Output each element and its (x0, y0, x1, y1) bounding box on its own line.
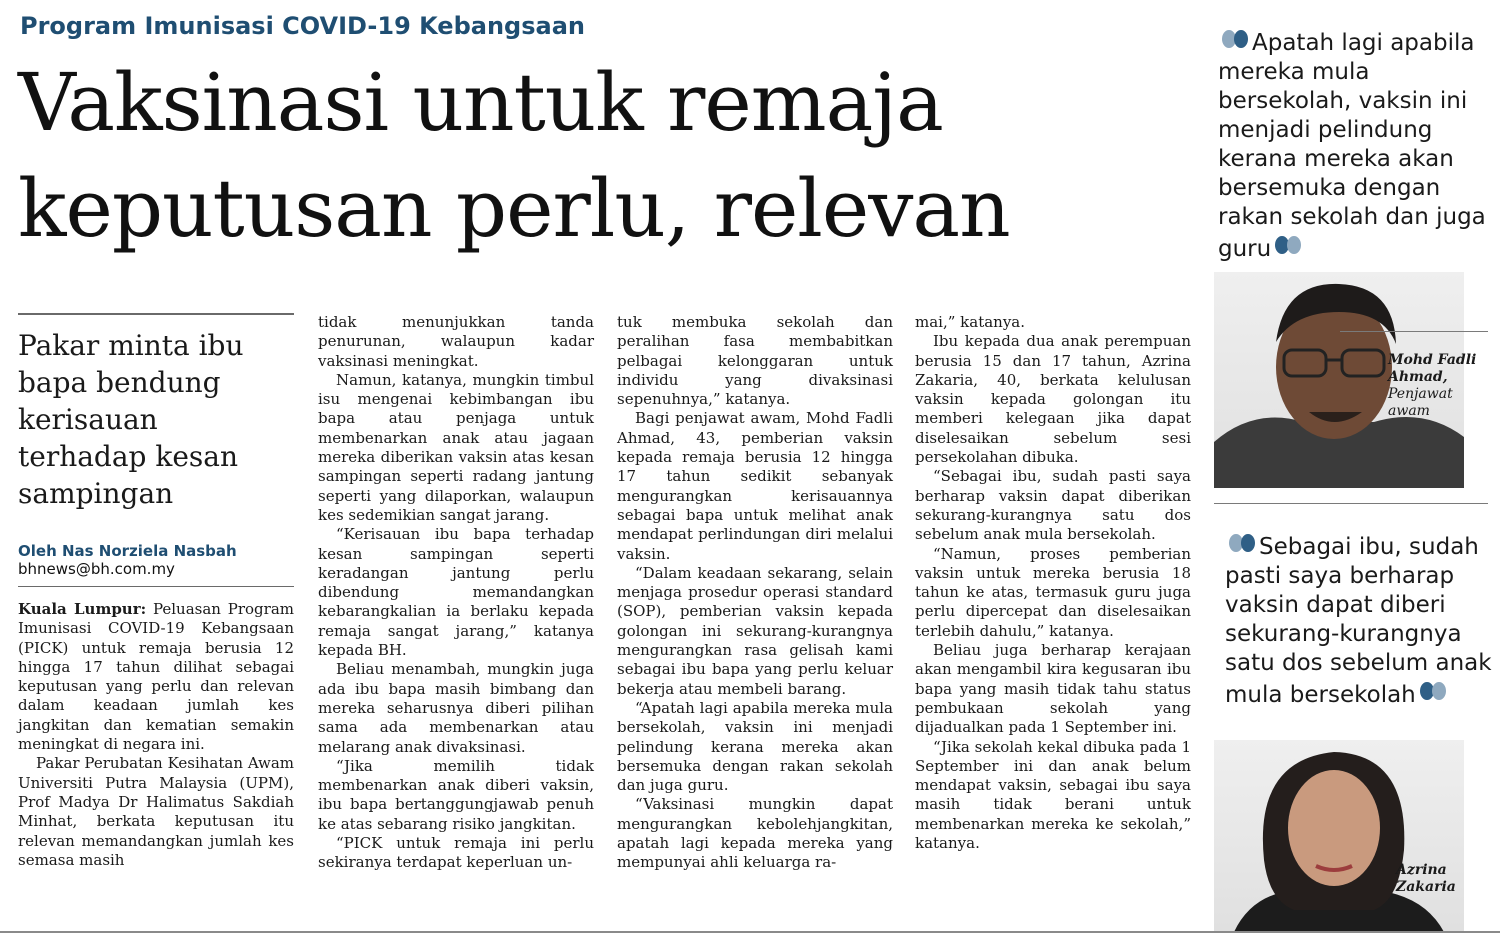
article-paragraph: Beliau menambah, mungkin juga ada ibu bapa masih bimbang dan mereka seharusnya diberi pilihan sama ada membenarkan atau melarang anak divaksinasi. (318, 660, 594, 756)
article-column-2 (318, 313, 594, 873)
close-quote-icon (1271, 232, 1305, 260)
article-paragraph: “Apatah lagi apabila mereka mula bersekolah, vaksin ini menjadi pelindung kerana mereka akan bersemuka dengan rakan sekolah dan juga guru. (617, 698, 893, 795)
article-paragraph: “PICK untuk remaja ini perlu sekiranya terdapat keperluan un- (318, 834, 594, 872)
article-paragraph (18, 600, 294, 754)
caption-name: Azrina Zakaria (1396, 862, 1456, 895)
portrait-woman-illustration (1214, 740, 1464, 932)
article-paragraph: tuk membuka sekolah dan peralihan fasa membabitkan pelbagai kelonggaran untuk individu yang divaksinasi sepenuhnya,” katanya. (617, 313, 893, 409)
article-paragraph: mai,” katanya. (915, 313, 1026, 331)
headline (18, 50, 1198, 262)
divider (1340, 331, 1488, 332)
pull-quote-text: Sebagai ibu, sudah pasti saya berharap vaksin dapat diberi sekurang-kurangnya satu dos sebelum anak mula bersekolah (1225, 534, 1492, 708)
divider (0, 931, 1500, 933)
divider (18, 586, 294, 587)
photo-caption-2 (1396, 862, 1496, 896)
article-paragraph: Namun, katanya, mungkin timbul isu mengenai kebimbangan ibu bapa atau penjaga untuk membenarkan anak atau jagaan mereka diberikan vaksin atas kesan sampingan seperti radang jantung seperti yang dilaporkan, walaupun kes sedemikian sangat jarang. (318, 370, 594, 524)
divider (1214, 503, 1488, 504)
article-column-4 (915, 313, 1191, 853)
article-text: Peluasan Program Imunisasi COVID-19 Kebangsaan (PICK) untuk remaja berusia 12 hingga 17 tahun dilihat sebagai keputusan yang perlu dan relevan dalam keadaan jumlah kes jangkitan dan kematian semakin meningkat di negara ini. (18, 600, 294, 754)
article-paragraph: Beliau juga berharap kerajaan akan mengambil kira kegusaran ibu bapa yang masih tidak tahu status pembukaan sekolah yang dijadualkan pada 1 September ini. (915, 641, 1191, 737)
headline-line-2: keputusan perlu, relevan (18, 162, 1010, 255)
photo-caption-1 (1388, 352, 1498, 420)
article-paragraph: “Dalam keadaan sekarang, selain menjaga prosedur operasi standard (SOP), pemberian vaksin kepada golongan ini sekurang-kurangnya mengurangkan rasa gelisah kami sebagai ibu bapa yang perlu keluar bekerja atau membeli barang. (617, 563, 893, 698)
article-column-1 (18, 600, 294, 870)
caption-role: Penjawat awam (1388, 386, 1453, 419)
subhead: Pakar minta ibu bapa bendung kerisauan terhadap kesan sampingan (18, 329, 244, 510)
open-quote-icon (1218, 26, 1252, 54)
pull-quote-1 (1218, 26, 1498, 264)
article-paragraph: “Namun, proses pemberian vaksin untuk mereka berusia 18 tahun ke atas, termasuk guru juga perlu dipercepat dan diselesaikan terlebih dahulu,” katanya. (915, 544, 1191, 640)
kicker: Program Imunisasi COVID-19 Kebangsaan (20, 12, 585, 40)
close-quote-icon (1416, 678, 1450, 706)
article-paragraph: Pakar Perubatan Kesihatan Awam Universiti Putra Malaysia (UPM), Prof Madya Dr Halimatus Sakdiah Minhat, berkata keputusan itu relevan memandangkan jumlah kes semasa masih (18, 754, 294, 869)
article-paragraph: “Jika sekolah kekal dibuka pada 1 September ini dan anak belum mendapat vaksin, sebagai ibu saya masih tidak berani untuk membenarkan mereka ke sekolah,” katanya. (915, 737, 1191, 853)
article-paragraph: Bagi penjawat awam, Mohd Fadli Ahmad, 43, pemberian vaksin kepada remaja berusia 12 hingga 17 tahun sedikit sebanyak mengurangkan kerisauannya sebagai bapa untuk melihat anak mendapat perlindungan diri melalui vaksin. (617, 409, 893, 563)
article-paragraph: “Vaksinasi mungkin dapat mengurangkan kebolehjangkitan, apatah lagi kepada mereka yang mempunyai ahli keluarga ra- (617, 795, 893, 872)
article-paragraph: Ibu kepada dua anak perempuan berusia 15 dan 17 tahun, Azrina Zakaria, 40, berkata kelulusan vaksin kepada golongan itu memberi kelegaan jika dapat diselesaikan sebelum sesi persekolahan dibuka. (915, 332, 1191, 467)
article-paragraph: “Kerisauan ibu bapa terhadap kesan sampingan seperti keradangan jantung perlu dibendung memandangkan kebarangkalian ia berlaku kepada remaja sangat jarang,” katanya kepada BH. (318, 525, 594, 660)
byline: Oleh Nas Norziela Nasbah (18, 542, 237, 560)
open-quote-icon (1225, 530, 1259, 558)
article-column-3 (617, 313, 893, 873)
caption-name: Mohd Fadli Ahmad, (1388, 352, 1477, 385)
intro-column (18, 313, 294, 597)
portrait-woman (1214, 740, 1464, 932)
pull-quote-text: Apatah lagi apabila mereka mula bersekolah, vaksin ini menjadi pelindung kerana mereka akan bersemuka dengan rakan sekolah dan juga guru (1218, 30, 1486, 262)
author-email[interactable]: bhnews@bh.com.my (18, 560, 175, 578)
pull-quote-2 (1225, 530, 1500, 710)
article-paragraph: “Jika memilih tidak membenarkan anak diberi vaksin, ibu bapa bertanggungjawab penuh ke atas sebarang risiko jangkitan. (318, 756, 594, 833)
headline-line-1: Vaksinasi untuk remaja (18, 56, 943, 149)
dateline: Kuala Lumpur: (18, 600, 147, 618)
article-paragraph: “Sebagai ibu, sudah pasti saya berharap vaksin dapat diberikan sekurang-kurangnya satu dos sebelum anak mula bersekolah. (915, 467, 1191, 544)
article-paragraph: tidak menunjukkan tanda penurunan, walaupun kadar vaksinasi meningkat. (318, 313, 594, 370)
divider (18, 313, 294, 315)
